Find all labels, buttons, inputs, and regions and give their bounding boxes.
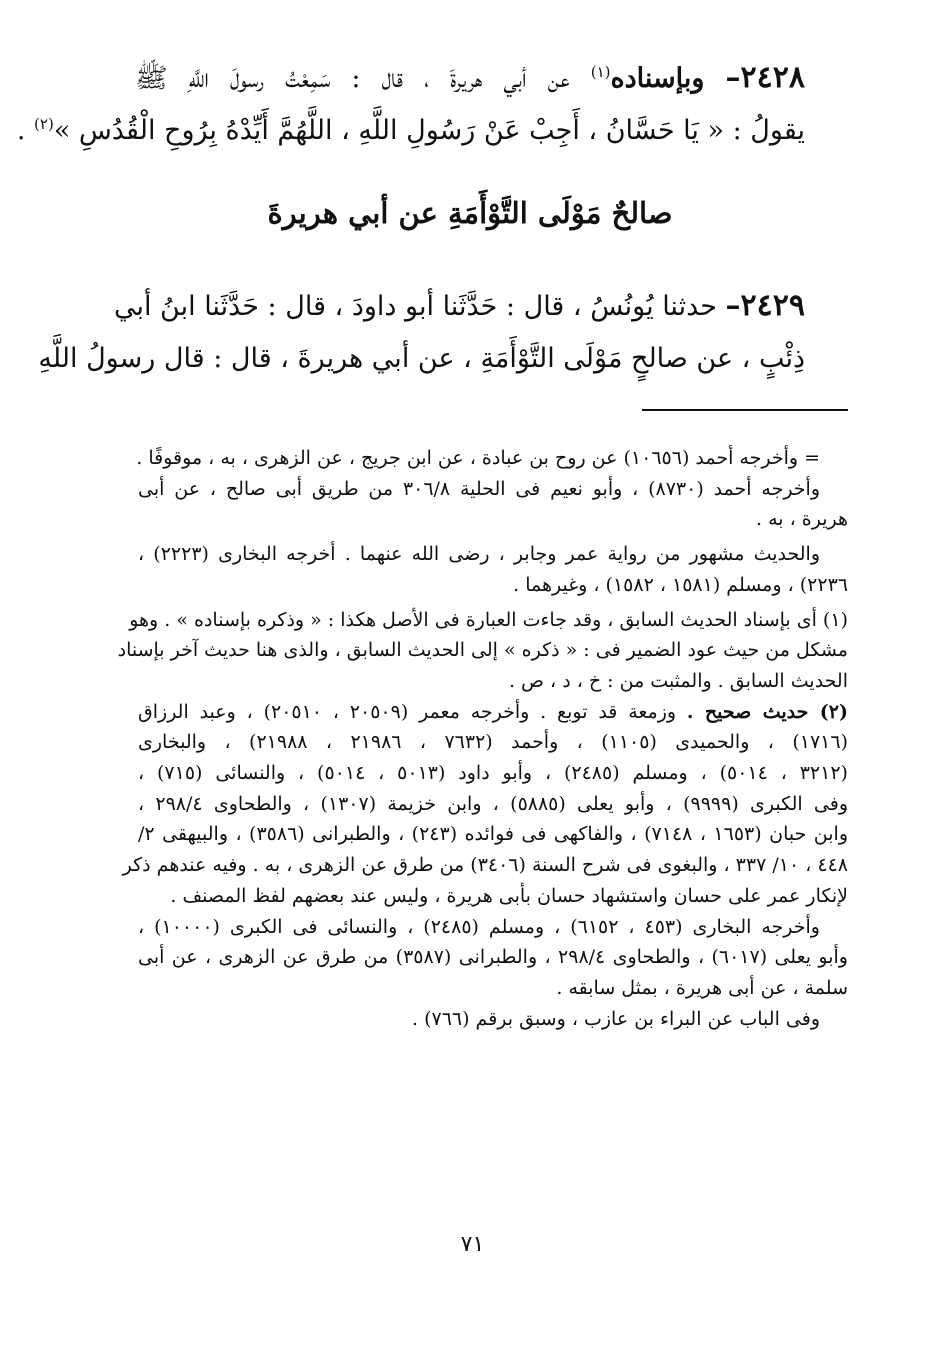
hadith-2429 (38, 280, 805, 385)
footnote-2-line: وابن حبان (١٦٥٣ ، ٧١٤٨) ، والفاكهى فى فوائده (٢٤٣) ، والطبرانى (٣٥٨٦) ، والبيهقى ٢/ (138, 823, 849, 846)
footnote-2-line: ٤٤٨ ، ١٠/ ٣٣٧ ، والبغوى فى شرح السنة (٣٤٠٦) من طرق عن الزهرى ، به . وفيه عندهم ذكر (122, 854, 848, 877)
footnote-2-line: وفى الباب عن البراء بن عازب ، وسبق برقم (٧٦٦) . (411, 1007, 820, 1030)
hadith-number: ٢٤٢٨– (725, 60, 805, 95)
footnote-divider (642, 409, 848, 411)
hadith-2428 (16, 52, 805, 157)
footnote-1-line: مشكل من حيث عود الضمير فى : « ذكره » إلى الحديث السابق ، والذى هنا حديث آخر بإسناد (117, 639, 848, 662)
hadith-2429-line-2 (38, 333, 805, 385)
section-title: صالحٌ مَوْلَى التَّوْأَمَةِ عن أبي هريرةَ (267, 196, 673, 230)
footnote-2-line: وأبو يعلى (٦٠١٧) ، والطحاوى ٢٩٨/٤ ، والطبرانى (٣٥٨٧) من طرق عن الزهرى ، عن أبى (138, 946, 848, 969)
footnote-2-line: لإنكار عمر على حسان واستشهاد حسان بأبى هريرة ، وليس عند بعضهم لفظ المصنف . (170, 884, 848, 907)
hadith-text: يقولُ : « يَا حَسَّانُ ، أَجِبْ عَنْ رَسُولِ اللَّهِ ، اللَّهُمَّ أَيِّدْهُ بِرُوحِ الْقُدُسِ » (53, 115, 805, 146)
note-line: ٢٢٣٦) ، ومسلم (١٥٨١ ، ١٥٨٢) ، وغيرهما . (513, 573, 848, 596)
hadith-text-end: . (16, 115, 35, 146)
footnote-2-line: (١٧١٦) ، والحميدى (١١٠٥) ، وأحمد (٧٦٣٢ ، ٢١٩٨٦ ، ٢١٩٨٨) ، والبخارى (138, 731, 848, 754)
hadith-text: عن أبي هريرةَ ، قال : سَمِعْتُ رسولَ اللَّهِ ﷺ (135, 63, 570, 94)
footnote-2-line: وفى الكبرى (٩٩٩٩) ، وأبو يعلى (٥٨٨٥) ، وابن خزيمة (١٣٠٧) ، والطحاوى ٢٩٨/٤ ، (138, 792, 848, 815)
hadith-2429-line-1 (113, 280, 805, 333)
note-line: وأخرجه أحمد (٨٧٣٠) ، وأبو نعيم فى الحلية ٣٠٦/٨ من طريق أبى صالح ، عن أبى (138, 477, 821, 500)
footnote-2-line: (٣٢١٢ ، ٥٠١٤) ، ومسلم (٢٤٨٥) ، وأبو داود (٥٠١٣ ، ٥٠١٤) ، والنسائى (٧١٥) ، (138, 762, 848, 785)
hadith-number: ٢٤٢٩– (725, 288, 805, 323)
footnote-2-line: سلمة ، عن أبى هريرة ، بمثل سابقه . (556, 976, 848, 999)
note-line: = وأخرجه أحمد (١٠٦٥٦) عن روح بن عبادة ، عن ابن جريج ، عن الزهرى ، به ، موقوفًا . (136, 447, 820, 469)
footnote-2-line: وأخرجه البخارى (٤٥٣ ، ٦١٥٢) ، ومسلم (٢٤٨٥) ، والنسائى فى الكبرى (١٠٠٠٠) ، (138, 915, 820, 938)
hadith-text: حدثنا يُونُسُ ، قال : حَدَّثَنا أبو داودَ ، قال : حَدَّثَنا ابنُ أبي (113, 291, 717, 322)
page-number: ٧١ (460, 1232, 485, 1257)
hadith-opening: وبإسناده (610, 63, 705, 94)
footnote-2-label: (٢) حديث صحيح . (686, 700, 848, 723)
footnote-marker: (٢) (34, 115, 54, 133)
hadith-2428-line-1 (135, 52, 805, 105)
footnote-1-line: (١) أى بإسناد الحديث السابق ، وقد جاءت العبارة فى الأصل هكذا : « وذكره بإسناده » . وهو (129, 608, 848, 631)
footnote-1-line: الحديث السابق . والمثبت من : خ ، د ، ص . (508, 669, 848, 692)
footnotes (117, 443, 849, 1034)
footnote-2-line: (٢) حديث صحيح . وزمعة قد توبع . وأخرجه معمر (٢٠٥٠٩ ، ٢٠٥١٠) ، وعبد الرزاق (138, 700, 848, 723)
hadith-text: ذِئْبٍ ، عن صالحٍ مَوْلَى التَّوْأَمَةِ ، عن أبي هريرةَ ، قال : قال رسولُ اللَّهِ (38, 343, 805, 374)
hadith-2428-line-2 (16, 105, 805, 157)
note-line: هريرة ، به . (756, 508, 848, 531)
footnote-marker: (١) (590, 63, 611, 81)
note-line: والحديث مشهور من رواية عمر وجابر ، رضى الله عنهما . أخرجه البخارى (٢٢٢٣) ، (138, 543, 821, 566)
